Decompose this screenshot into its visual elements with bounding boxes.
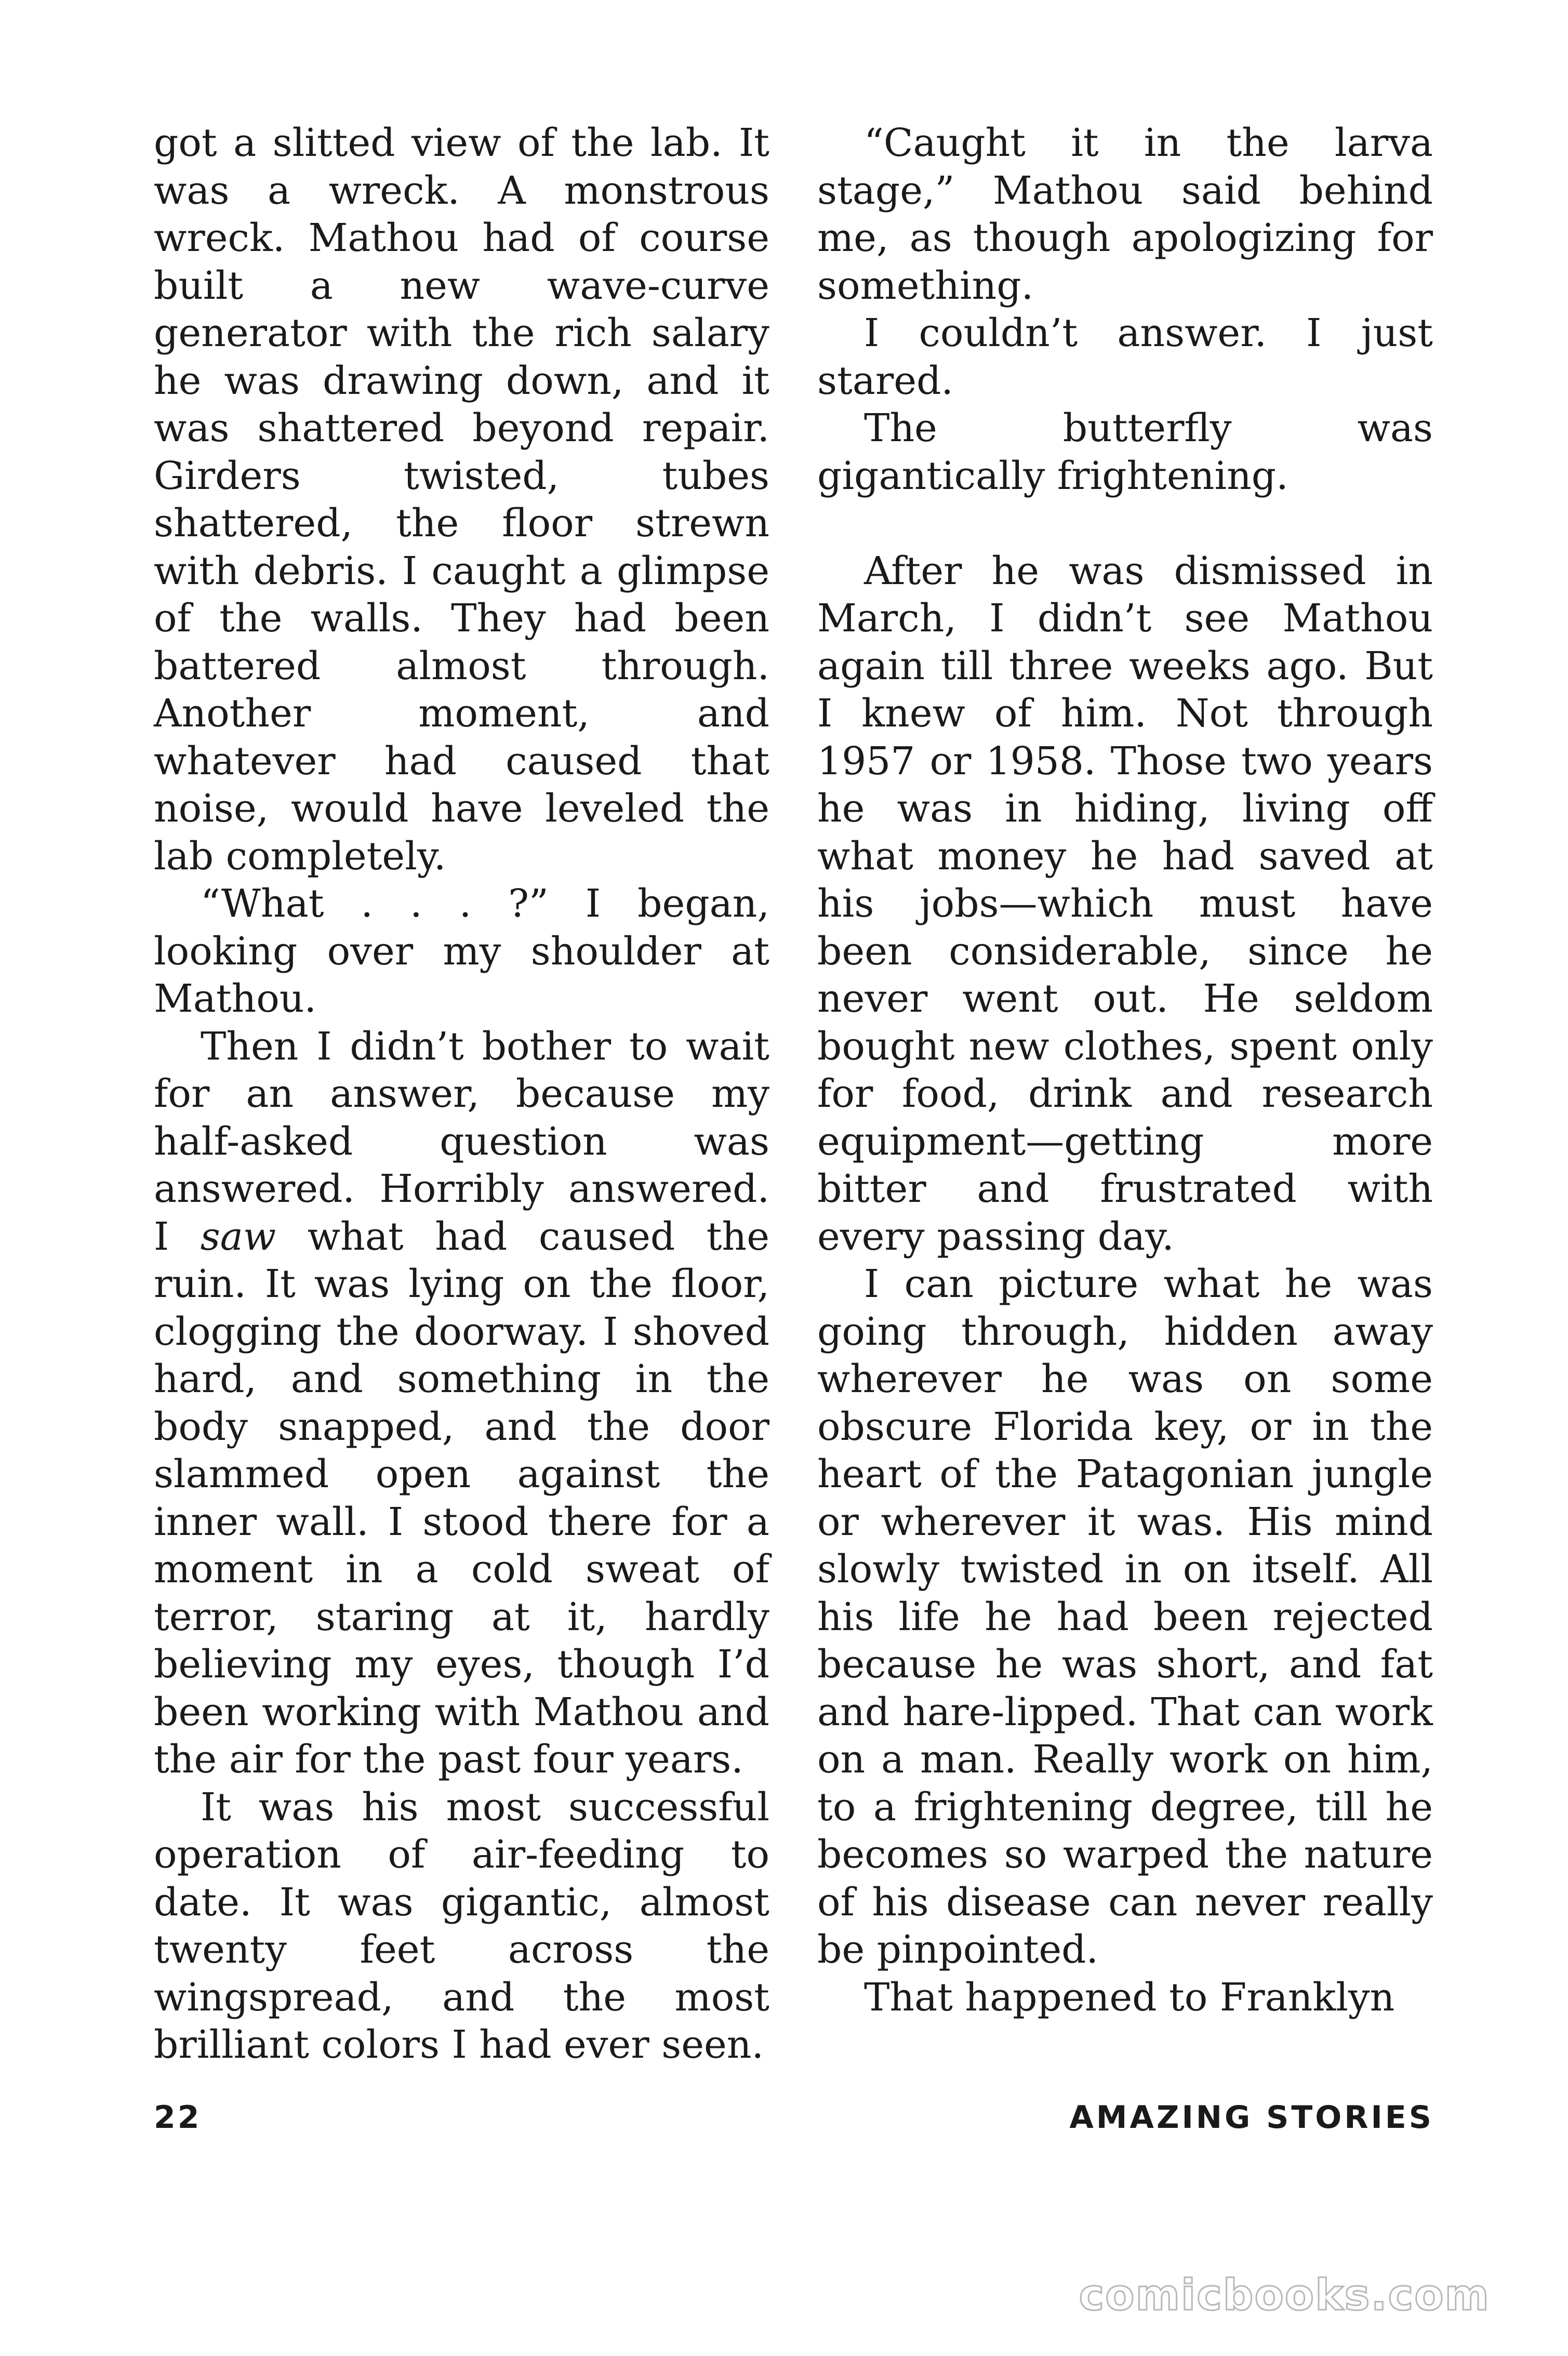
watermark: comicbooks.com [1079, 2271, 1490, 2320]
paragraph: I can picture what he was going through, hidden away wherever he was on some obscure Florida key, or in the heart of the Patagonian jungle or wherever it was. His mind slowly twisted in on itself. All his life he had been rejected because he was short, and fat and hare-lipped. That can work on a man. Really work on him, to a frightening degree, till he becomes so warped the nature of his disease can never really be pinpointed. [817, 1262, 1433, 1972]
page-number: 22 [154, 2099, 202, 2136]
text-column-right [817, 120, 1433, 2021]
paragraph [154, 1023, 769, 1784]
magazine-title: AMAZING STORIES [1069, 2099, 1434, 2136]
paragraph: “What . . . ?” I began, looking over my shoulder at Mathou. [154, 881, 769, 1021]
paragraph: I couldn’t answer. I just stared. [817, 311, 1433, 403]
paragraph-text: Then I didn’t bother to wait for an answer, because my half-asked question was answered. Horribly answered. I [154, 1024, 769, 1259]
paragraph: The butterfly was gigantically frightening. [817, 406, 1433, 498]
text-column-left [154, 120, 769, 2069]
paragraph: got a slitted view of the lab. It was a wreck. A monstrous wreck. Mathou had of course built a new wave-curve generator with the rich salary he was drawing down, and it was shattered beyond repair. Girders twisted, tubes shattered, the floor strewn with debris. I caught a glimpse of the walls. They had been battered almost through. Another moment, and whatever had caused that noise, would have leveled the lab completely. [154, 121, 769, 879]
paragraph: “Caught it in the larva stage,” Mathou said behind me, as though apologizing for something. [817, 121, 1433, 308]
paragraph: After he was dismissed in March, I didn’t see Mathou again till three weeks ago. But I knew of him. Not through 1957 or 1958. Those two years he was in hiding, living off what money he had saved at his jobs—which must have been considerable, since he never went out. He seldom bought new clothes, spent only for food, drink and research equipment—getting more bitter and frustrated with every passing day. [817, 548, 1433, 1259]
paragraph: It was his most successful operation of air-feeding to date. It was gigantic, almost twenty feet across the wingspread, and the most brilliant colors I had ever seen. [154, 1784, 769, 2067]
paragraph-text: what had caused the ruin. It was lying on the floor, clogging the doorway. I shoved hard, and something in the body snapped, and the door slammed open against the inner wall. I stood there for a moment in a cold sweat of terror, staring at it, hardly believing my eyes, though I’d been working with Mathou and the air for the past four years. [154, 1214, 769, 1782]
paragraph: That happened to Franklyn [864, 1975, 1395, 2020]
emphasized-word: saw [200, 1214, 276, 1259]
